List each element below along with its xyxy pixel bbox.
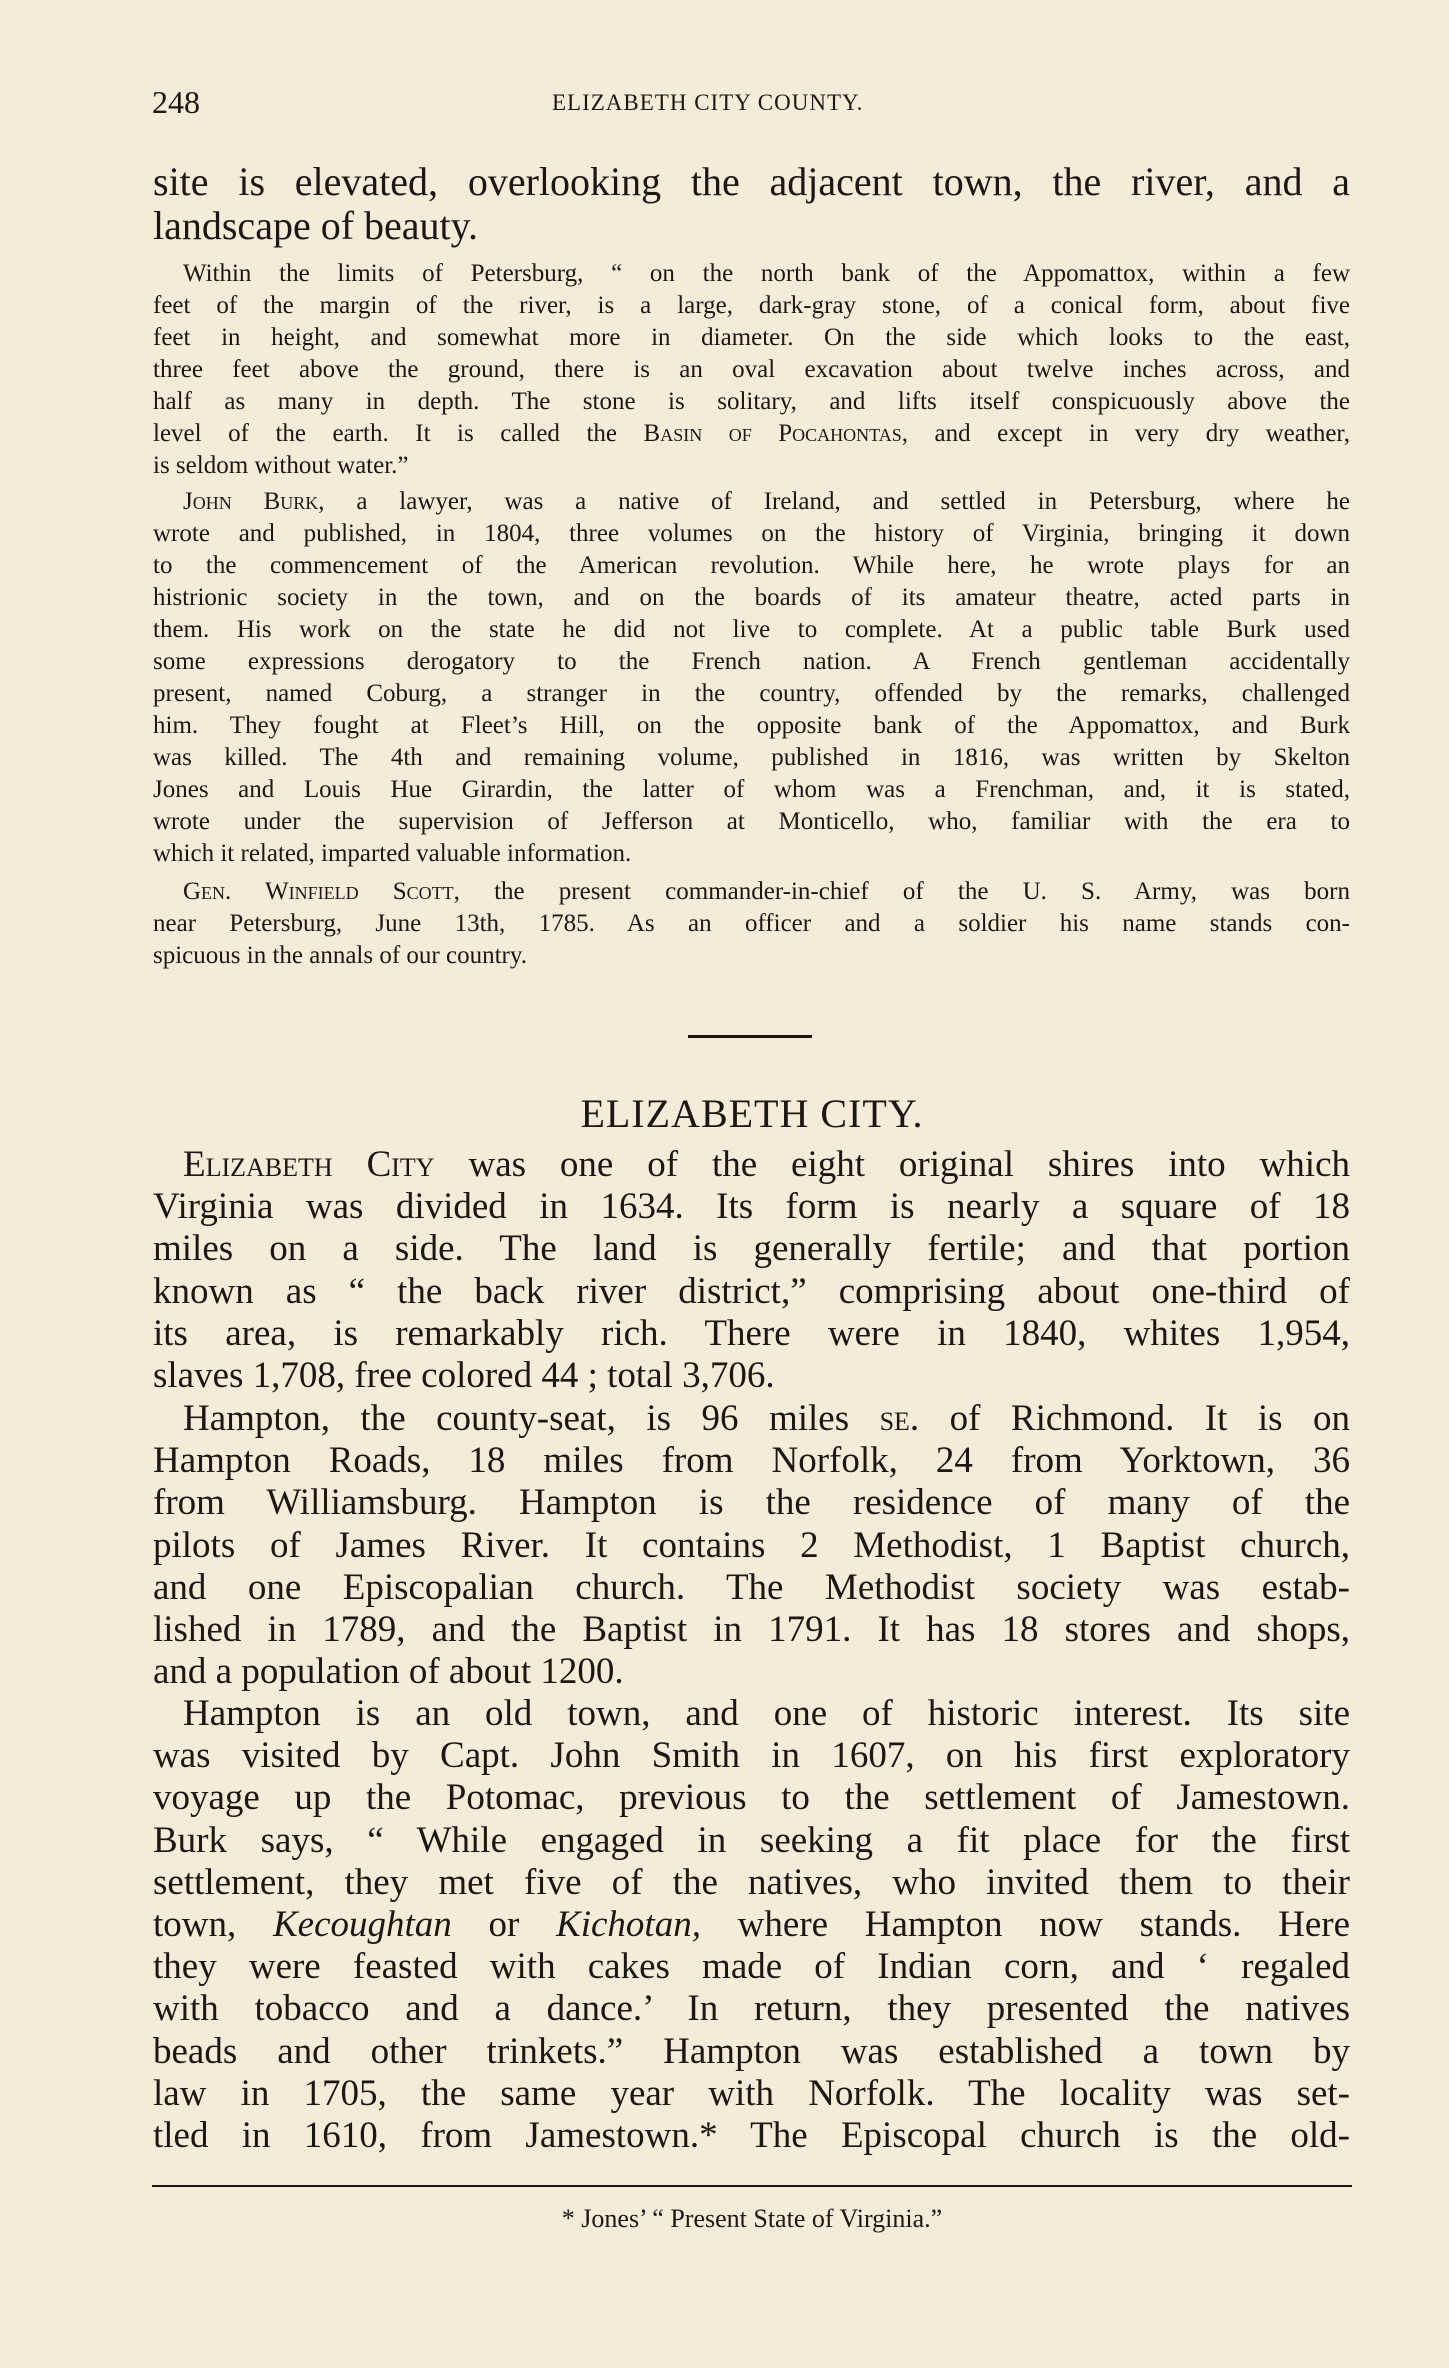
hampton-paragraph — [153, 1398, 1350, 1693]
text-line: its area, is remarkably rich. There were in 1840, whites 1,954, — [153, 1312, 1350, 1354]
text-line: from Williamsburg. Hampton is the residence of many of the — [153, 1482, 1350, 1524]
text-line: Burk says, “ While engaged in seeking a fit place for the first — [153, 1819, 1350, 1861]
text-line: site is elevated, overlooking the adjacent town, the river, and a — [153, 159, 1350, 204]
text-line: was visited by Capt. John Smith in 1607, on his first exploratory — [153, 1735, 1350, 1777]
text-line: Hampton Roads, 18 miles from Norfolk, 24 from Yorktown, 36 — [153, 1440, 1350, 1482]
section-divider — [688, 1035, 812, 1038]
text-line: Within the limits of Petersburg, “ on the north bank of the Appomattox, within a few — [183, 260, 1350, 287]
text-line: Jones and Louis Hue Girardin, the latter of whom was a Frenchman, and, it is stated, — [153, 776, 1350, 803]
text-line: with tobacco and a dance.’ In return, they presented the natives — [153, 1988, 1350, 2030]
footnote: * Jones’ “ Present State of Virginia.” — [561, 2204, 943, 2233]
footnote-rule — [152, 2185, 1352, 2187]
text-line: them. His work on the state he did not live to complete. At a public table Burk used — [153, 616, 1350, 643]
section-heading: ELIZABETH CITY. — [580, 1091, 924, 1136]
text-line: feet in height, and somewhat more in diameter. On the side which looks to the east, — [153, 324, 1350, 351]
text-line — [153, 1904, 1350, 1946]
history-paragraph — [153, 1693, 1350, 2157]
text-line: Virginia was divided in 1634. Its form is nearly a square of 18 — [153, 1186, 1350, 1228]
text-line: three feet above the ground, there is an oval excavation about twelve inches across, and — [153, 356, 1350, 383]
text-line: slaves 1,708, free colored 44 ; total 3,706. — [153, 1355, 775, 1397]
text-line — [153, 1144, 1350, 1186]
small-caps-name: Gen. Winfield Scott — [183, 878, 454, 905]
text-run: was one of the eight original shires into which — [434, 1144, 1350, 1185]
text-run: Hampton, the county-seat, is 96 miles — [183, 1398, 880, 1439]
small-caps-name: John Burk — [183, 488, 319, 515]
text-run: , and except in very dry weather, — [901, 420, 1350, 447]
text-line: and one Episcopalian church. The Methodist society was estab- — [153, 1566, 1350, 1608]
text-line: wrote under the supervision of Jefferson at Monticello, who, familiar with the era to — [153, 808, 1350, 835]
text-line: is seldom without water.” — [153, 452, 409, 479]
elizabeth-city-paragraph — [153, 1144, 1350, 1397]
text-line: half as many in depth. The stone is solitary, and lifts itself conspicuously above the — [153, 388, 1350, 415]
lead-paragraph — [153, 160, 1350, 248]
burk-paragraph — [153, 486, 1350, 870]
small-caps-name: Basin of Pocahontas — [643, 420, 902, 447]
text-line: miles on a side. The land is generally fertile; and that portion — [153, 1228, 1350, 1270]
running-title: ELIZABETH CITY COUNTY. — [552, 90, 864, 115]
text-line: histrionic society in the town, and on the boards of its amateur theatre, acted parts in — [153, 584, 1350, 611]
scott-paragraph — [153, 876, 1350, 972]
text-line: lished in 1789, and the Baptist in 1791. It has 18 stores and shops, — [153, 1609, 1350, 1651]
italic-place-name: Kichotan, — [556, 1904, 701, 1946]
text-line: and a population of about 1200. — [153, 1651, 624, 1693]
running-head — [152, 84, 1352, 124]
pocahontas-paragraph — [153, 258, 1350, 482]
page-number: 248 — [152, 84, 200, 120]
text-line: him. They fought at Fleet’s Hill, on the opposite bank of the Appomattox, and Burk — [153, 712, 1350, 739]
text-line: known as “ the back river district,” comprising about one-third of — [153, 1270, 1350, 1312]
text-run: , a lawyer, was a native of Ireland, and settled in Petersburg, where he — [318, 488, 1351, 515]
text-line: they were feasted with cakes made of Indian corn, and ‘ regaled — [153, 1946, 1350, 1988]
text-line: beads and other trinkets.” Hampton was established a town by — [153, 2030, 1350, 2072]
text-line: feet of the margin of the river, is a large, dark-gray stone, of a conical form, about five — [153, 292, 1350, 319]
text-line: was killed. The 4th and remaining volume, published in 1816, was written by Skelton — [153, 744, 1350, 771]
text-line: spicuous in the annals of our country. — [153, 942, 527, 969]
text-run: level of the earth. It is called the — [153, 420, 644, 447]
text-line: present, named Coburg, a stranger in the country, offended by the remarks, challenged — [153, 680, 1350, 707]
text-line: landscape of beauty. — [153, 203, 479, 248]
direction-abbrev: se. — [879, 1398, 920, 1439]
text-line: law in 1705, the same year with Norfolk. The locality was set- — [153, 2072, 1350, 2114]
text-line: tled in 1610, from Jamestown.* The Episcopal church is the old- — [153, 2115, 1350, 2157]
text-run: or — [451, 1904, 557, 1946]
text-run: where Hampton now stands. Here — [700, 1904, 1350, 1946]
text-run: town, — [153, 1904, 273, 1946]
text-line: Hampton is an old town, and one of historic interest. Its site — [183, 1693, 1350, 1734]
text-line: which it related, imparted valuable information. — [153, 840, 632, 867]
text-run: , the present commander-in-chief of the U. S. Army, was born — [453, 878, 1350, 905]
italic-place-name: Kecoughtan — [272, 1904, 452, 1946]
text-line — [153, 486, 1350, 518]
text-line — [153, 876, 1350, 908]
text-line — [153, 1398, 1350, 1440]
text-line: voyage up the Potomac, previous to the settlement of Jamestown. — [153, 1777, 1350, 1819]
small-caps-name: Elizabeth City — [183, 1144, 435, 1185]
text-line: settlement, they met five of the natives, who invited them to their — [153, 1861, 1350, 1903]
text-line: some expressions derogatory to the French nation. A French gentleman accidentally — [153, 648, 1350, 675]
text-line: to the commencement of the American revolution. While here, he wrote plays for an — [153, 552, 1350, 579]
text-run: of Richmond. It is on — [919, 1398, 1350, 1439]
text-line: wrote and published, in 1804, three volumes on the history of Virginia, bringing it down — [153, 520, 1350, 547]
text-line: near Petersburg, June 13th, 1785. As an officer and a soldier his name stands con- — [153, 910, 1350, 937]
text-line — [153, 418, 1350, 450]
text-line: pilots of James River. It contains 2 Methodist, 1 Baptist church, — [153, 1524, 1350, 1566]
